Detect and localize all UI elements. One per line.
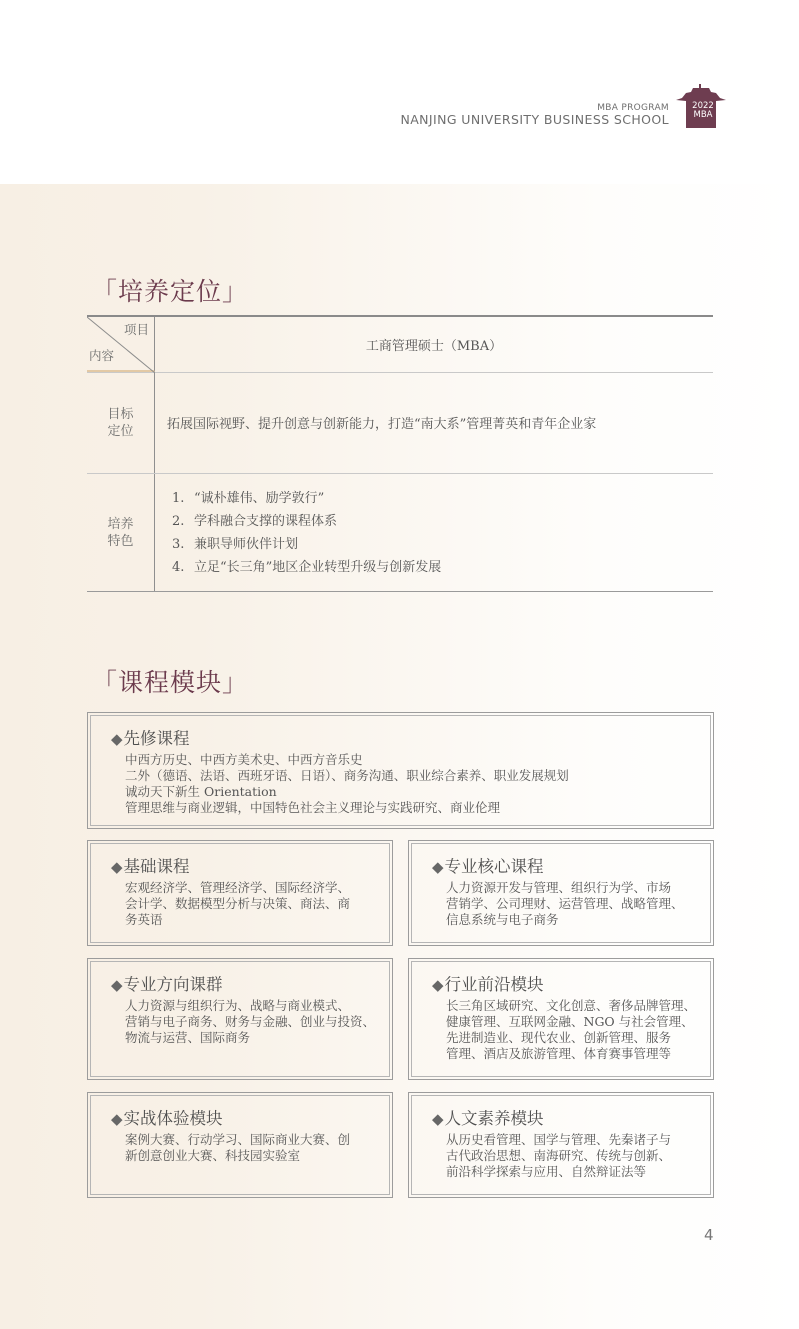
module-body bbox=[111, 752, 690, 816]
module-line: 前沿科学探索与应用、自然辩证法等 bbox=[446, 1164, 647, 1179]
diamond-bullet-icon: ◆ bbox=[111, 1110, 123, 1128]
module-box-core bbox=[408, 840, 714, 946]
list-number: 2. bbox=[172, 513, 185, 529]
module-title-text: 专业核心课程 bbox=[444, 857, 544, 876]
row-label-line: 定位 bbox=[107, 424, 134, 439]
row-label-line: 培养 bbox=[107, 516, 134, 532]
module-line: 人力资源开发与管理、组织行为学、市场 bbox=[446, 880, 672, 895]
module-box-humanities bbox=[408, 1092, 714, 1198]
list-text: 兼职导师伙伴计划 bbox=[194, 536, 299, 552]
module-line: 长三角区域研究、文化创意、奢侈品牌管理、 bbox=[446, 998, 697, 1013]
module-body bbox=[111, 998, 376, 1046]
module-body bbox=[111, 880, 369, 928]
diamond-bullet-icon: ◆ bbox=[111, 730, 123, 748]
module-line: 二外（德语、法语、西班牙语、日语）、商务沟通、职业综合素养、职业发展规划 bbox=[125, 768, 569, 783]
module-line: 营销与电子商务、财务与金融、创业与投资、 bbox=[125, 1014, 376, 1029]
list-number: 1. bbox=[172, 490, 185, 506]
list-item bbox=[172, 556, 441, 579]
module-title-text: 实战体验模块 bbox=[123, 1109, 223, 1128]
row-label-line: 特色 bbox=[107, 533, 134, 549]
list-item bbox=[172, 533, 441, 556]
logo-year: 2022 bbox=[692, 101, 714, 111]
module-title bbox=[111, 1108, 369, 1130]
module-title bbox=[432, 1108, 690, 1130]
module-body bbox=[432, 880, 690, 928]
module-line: 信息系统与电子商务 bbox=[446, 912, 559, 927]
module-line: 务英语 bbox=[125, 912, 163, 927]
school-name: NANJING UNIVERSITY BUSINESS SCHOOL bbox=[400, 112, 669, 127]
list-number: 3. bbox=[172, 536, 185, 552]
module-line: 营销学、公司理财、运营管理、战略管理、 bbox=[446, 896, 684, 911]
module-title bbox=[111, 974, 369, 996]
module-line: 古代政治思想、南海研究、传统与创新、 bbox=[446, 1148, 672, 1163]
module-box-practice bbox=[87, 1092, 393, 1198]
section-title-modules: 「课程模块」 bbox=[92, 668, 249, 697]
page-header bbox=[400, 103, 669, 127]
logo-label: MBA bbox=[693, 110, 713, 120]
list-item bbox=[172, 487, 441, 510]
section-title-positioning: 「培养定位」 bbox=[92, 277, 249, 306]
module-line: 健康管理、互联网金融、NGO 与社会管理、 bbox=[446, 1014, 694, 1029]
page-number: 4 bbox=[704, 1226, 714, 1244]
header-value: 工商管理硕士（MBA） bbox=[365, 339, 503, 354]
table-row bbox=[87, 373, 713, 474]
diamond-bullet-icon: ◆ bbox=[111, 858, 123, 876]
module-line: 人力资源与组织行为、战略与商业模式、 bbox=[125, 998, 351, 1013]
row-label bbox=[87, 474, 155, 591]
module-box-specialization bbox=[87, 958, 393, 1080]
row-value bbox=[155, 474, 713, 591]
module-title-text: 行业前沿模块 bbox=[444, 975, 544, 994]
module-title bbox=[111, 856, 369, 878]
module-line: 案例大赛、行动学习、国际商业大赛、创 bbox=[125, 1132, 351, 1147]
list-item bbox=[172, 510, 441, 533]
module-box-foundation bbox=[87, 840, 393, 946]
module-title bbox=[432, 974, 690, 996]
list-text: “诚朴雄伟、励学敦行” bbox=[194, 490, 325, 506]
module-title bbox=[432, 856, 690, 878]
list-text: 立足“长三角”地区企业转型升级与创新发展 bbox=[194, 559, 442, 575]
positioning-table bbox=[87, 315, 713, 592]
diamond-bullet-icon: ◆ bbox=[432, 858, 444, 876]
row-value: 拓展国际视野、提升创意与创新能力，打造“南大系”管理菁英和青年企业家 bbox=[167, 416, 597, 432]
diamond-bullet-icon: ◆ bbox=[111, 976, 123, 994]
module-title-text: 人文素养模块 bbox=[444, 1109, 544, 1128]
module-line: 新创意创业大赛、科技园实验室 bbox=[125, 1148, 301, 1163]
module-title bbox=[111, 728, 690, 750]
row-label-line: 目标 bbox=[107, 407, 134, 422]
module-line: 中西方历史、中西方美术史、中西方音乐史 bbox=[125, 752, 363, 767]
module-line: 诚动天下新生 Orientation bbox=[125, 784, 277, 799]
program-label: MBA PROGRAM bbox=[597, 103, 669, 113]
module-body bbox=[432, 1132, 690, 1180]
module-title-text: 专业方向课群 bbox=[123, 975, 223, 994]
list-text: 学科融合支撑的课程体系 bbox=[194, 513, 338, 529]
module-line: 物流与运营、国际商务 bbox=[125, 1030, 251, 1045]
module-body bbox=[111, 1132, 369, 1164]
row-label bbox=[87, 373, 155, 473]
corner-cell bbox=[87, 317, 155, 372]
corner-label-bottom: 内容 bbox=[89, 348, 115, 363]
module-line: 先进制造业、现代农业、创新管理、服务 bbox=[446, 1030, 672, 1045]
module-title-text: 先修课程 bbox=[123, 729, 190, 748]
module-line: 宏观经济学、管理经济学、国际经济学、 bbox=[125, 880, 351, 895]
module-line: 管理思维与商业逻辑，中国特色社会主义理论与实践研究、商业伦理 bbox=[125, 800, 501, 815]
module-box-industry-frontier bbox=[408, 958, 714, 1080]
mba-logo bbox=[676, 84, 726, 128]
module-line: 管理、酒店及旅游管理、体育赛事管理等 bbox=[446, 1046, 672, 1061]
table-header-row bbox=[87, 317, 713, 373]
diamond-bullet-icon: ◆ bbox=[432, 976, 444, 994]
list-number: 4. bbox=[172, 559, 185, 575]
corner-label-top: 项目 bbox=[123, 322, 149, 337]
table-row bbox=[87, 474, 713, 591]
diamond-bullet-icon: ◆ bbox=[432, 1110, 444, 1128]
module-line: 会计学、数据模型分析与决策、商法、商 bbox=[125, 896, 351, 911]
feature-list bbox=[172, 487, 441, 579]
module-body bbox=[432, 998, 697, 1062]
module-box-prerequisite bbox=[87, 712, 714, 829]
module-line: 从历史看管理、国学与管理、先秦诸子与 bbox=[446, 1132, 672, 1147]
module-title-text: 基础课程 bbox=[123, 857, 190, 876]
